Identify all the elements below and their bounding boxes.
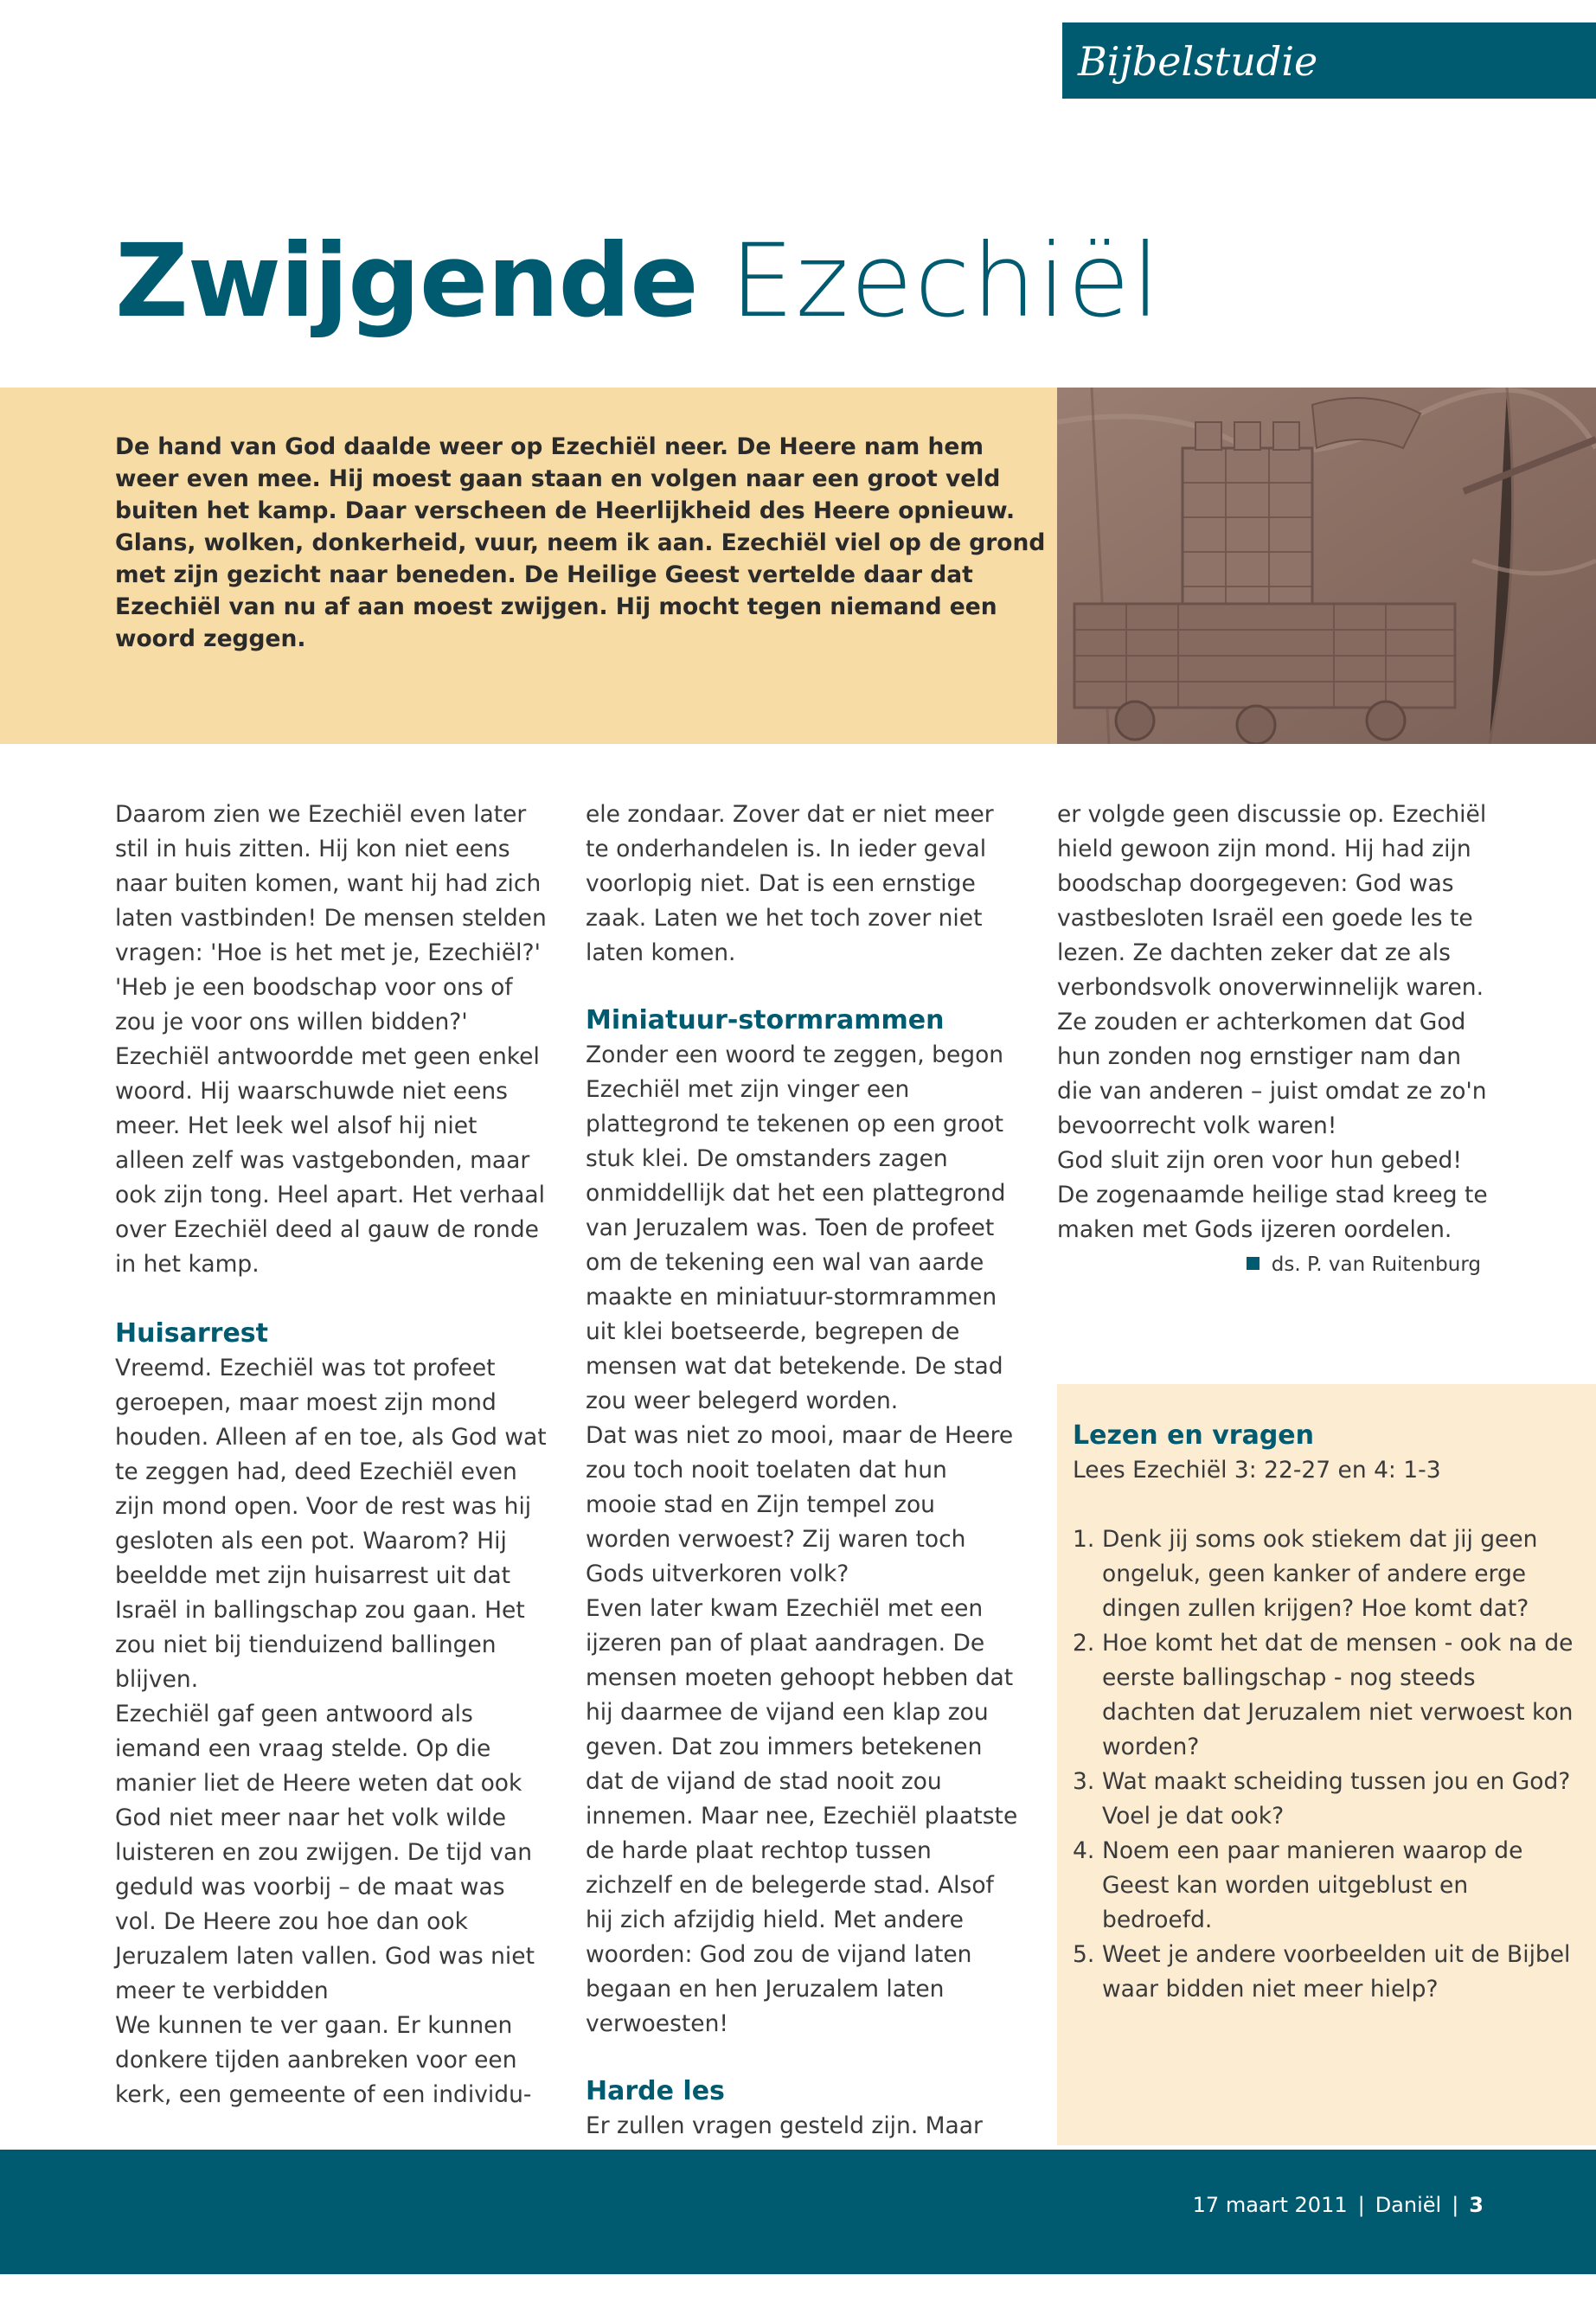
square-bullet-icon — [1247, 1257, 1259, 1270]
paragraph: We kunnen te ver gaan. Er kunnen donkere tijden aanbreken voor een kerk, een gemeente of een individu- — [115, 2012, 532, 2108]
paragraph: Zonder een woord te zeggen, begon Ezechiël met zijn vinger een plattegrond te tekenen op een groot stuk klei. De omstanders zagen onmiddellijk dat het een plattegrond van Jeruzalem was. Toen de profeet om de tekening een wal van aarde maakte en miniatuur-stormrammen uit klei boetseerde, begrepen de mensen wat dat betekende. De stad zou weer belegerd worden. — [586, 1042, 1006, 1414]
paragraph: Dat was niet zo mooi, maar de Heere zou toch nooit toelaten dat hun mooie stad en Zijn tempel zou worden verwoest? Zij waren toch Gods uitverkoren volk? — [586, 1422, 1014, 1587]
box-title: Lezen en vragen — [1073, 1420, 1314, 1451]
magazine-name: Daniël — [1375, 2193, 1442, 2217]
section-label: Bijbelstudie — [1078, 38, 1318, 85]
article-column-2 — [586, 798, 1018, 2144]
paragraph: Daarom zien we Ezechiël even later stil in huis zitten. Hij kon niet eens naar buiten komen, want hij had zich laten vastbinden! De mensen stelden vragen: 'Hoe is het met je, Ezechiël?' 'Heb je een boodschap voor ons of zou je voor ons willen bidden?' Ezechiël antwoordde met geen enkel woord. Hij waarschuwde niet eens meer. Het leek wel alsof hij niet alleen zelf was vastgebonden, maar ook zijn tong. Heel apart. Het verhaal over Ezechiël deed al gauw de ronde in het kamp. — [115, 801, 547, 1278]
subheading-huisarrest: Huisarrest — [115, 1318, 268, 1349]
section-tab — [1062, 22, 1596, 99]
footer-bar — [0, 2150, 1596, 2274]
question-list — [1073, 1522, 1574, 2007]
author-name: ds. P. van Ruitenburg — [1271, 1253, 1481, 1276]
paragraph: ele zondaar. Zover dat er niet meer te onderhandelen is. In ieder geval voorlopig niet. Dat is een ernstige zaak. Laten we het toch zover niet laten komen. — [586, 801, 994, 966]
subheading-miniatuur-stormrammen: Miniatuur-stormrammen — [586, 1005, 945, 1035]
title-bold: Zwijgende — [115, 221, 698, 340]
box-subtitle: Lees Ezechiël 3: 22-27 en 4: 1-3 — [1073, 1457, 1441, 1484]
article-column-1 — [115, 798, 548, 2112]
question-item: 4. Noem een paar manieren waarop de Geest kan worden uitgeblust en bedroefd. — [1073, 1837, 1523, 1933]
question-item: 5. Weet je andere voorbeelden uit de Bijbel waar bidden niet meer hielp? — [1073, 1941, 1571, 2003]
article-column-3 — [1057, 798, 1490, 1282]
author-line — [1057, 1247, 1490, 1282]
paragraph: God sluit zijn oren voor hun gebed! De zogenaamde heilige stad kreeg te maken met Gods ijzeren oordelen. — [1057, 1147, 1488, 1243]
intro-text: De hand van God daalde weer op Ezechiël neer. De Heere nam hem weer even mee. Hij moest gaan staan en volgen naar een groot veld buiten het kamp. Daar verscheen de Heerlijkheid des Heere opnieuw. Glans, wolken, donkerheid, vuur, neem ik aan. Ezechiël viel op de grond met zijn gezicht naar beneden. De Heilige Geest vertelde daar dat Ezechiël van nu af aan moest zwijgen. Hij mocht tegen niemand een woord zeggen. — [115, 433, 1046, 652]
question-item: 2. Hoe komt het dat de mensen - ook na de eerste ballingschap - nog steeds dachten dat Jeruzalem niet verwoest kon worden? — [1073, 1630, 1574, 1760]
issue-date: 17 maart 2011 — [1192, 2193, 1348, 2217]
subheading-harde-les: Harde les — [586, 2076, 725, 2106]
title-light: Ezechiël — [729, 221, 1162, 340]
paragraph: er volgde geen discussie op. Ezechiël hield gewoon zijn mond. Hij had zijn boodschap doorgegeven: God was vastbesloten Israël een goede les te lezen. Ze dachten zeker dat ze als verbondsvolk onoverwinnelijk waren. Ze zouden er achterkomen dat God hun zonden nog ernstiger nam dan die van anderen – juist omdat ze zo'n bevoorrecht volk waren! — [1057, 801, 1487, 1139]
question-item: 1. Denk jij soms ook stiekem dat jij geen ongeluk, geen kanker of andere erge dingen zullen krijgen? Hoe komt dat? — [1073, 1526, 1538, 1622]
stone-relief-photo — [1057, 388, 1596, 744]
questions-box — [1057, 1384, 1596, 2145]
question-item: 3. Wat maakt scheiding tussen jou en God? Voel je dat ook? — [1073, 1768, 1571, 1830]
page-title — [115, 216, 1162, 346]
paragraph: Even later kwam Ezechiël met een ijzeren pan of plaat aandragen. De mensen moeten gehoopt hebben dat hij daarmee de vijand een klap zou geven. Dat zou immers betekenen dat de vijand de stad nooit zou innemen. Maar nee, Ezechiël plaatste de harde plaat rechtop tussen zichzelf en de belegerde stad. Alsof hij zich afzijdig hield. Met andere woorden: God zou de vijand laten begaan en hen Jeruzalem laten verwoesten! — [586, 1595, 1018, 2037]
footer-text: 17 maart 2011 | Daniël | 3 — [1192, 2193, 1484, 2217]
paragraph: Ezechiël gaf geen antwoord als iemand een vraag stelde. Op die manier liet de Heere weten dat ook God niet meer naar het volk wilde luisteren en zou zwijgen. De tijd van geduld was voorbij – de maat was vol. De Heere zou hoe dan ook Jeruzalem laten vallen. God was niet meer te verbidden — [115, 1701, 535, 2004]
page-number: 3 — [1469, 2193, 1484, 2217]
paragraph: Vreemd. Ezechiël was tot profeet geroepen, maar moest zijn mond houden. Alleen af en toe, als God wat te zeggen had, deed Ezechiël even zijn mond open. Voor de rest was hij gesloten als een pot. Waarom? Hij beeldde met zijn huisarrest uit dat Israël in ballingschap zou gaan. Het zou niet bij tienduizend ballingen blijven. — [115, 1355, 547, 1693]
paragraph: Er zullen vragen gesteld zijn. Maar — [586, 2112, 983, 2139]
